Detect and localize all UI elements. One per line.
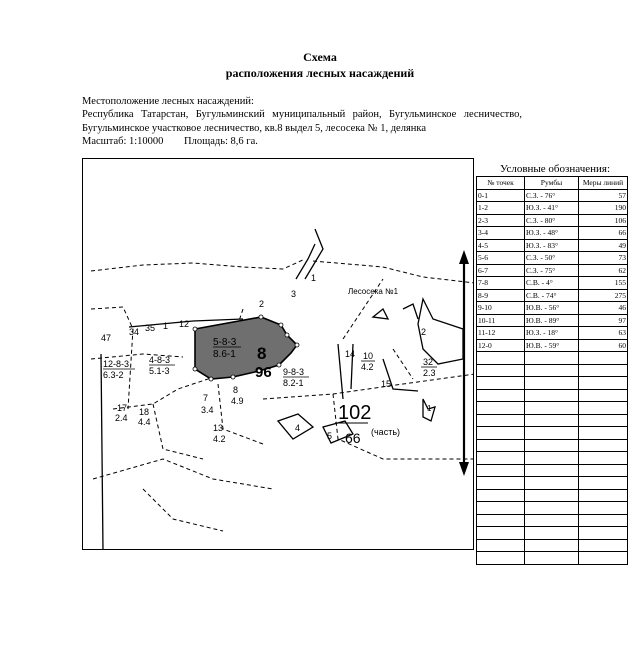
vydel-8-bottom: 4.9 xyxy=(231,396,244,406)
legend-empty-cell xyxy=(525,352,579,365)
quarter-102-bottom: 66 xyxy=(345,430,361,446)
legend-cell-length: 73 xyxy=(579,252,628,265)
forest-map xyxy=(83,159,474,550)
legend-cell-points: 5-6 xyxy=(477,252,525,265)
legend-row xyxy=(477,339,628,352)
legend-empty-row xyxy=(477,364,628,377)
legend-empty-cell xyxy=(579,464,628,477)
legend-empty-cell xyxy=(579,552,628,565)
legend-cell-length: 49 xyxy=(579,239,628,252)
legend-cell-length: 190 xyxy=(579,202,628,215)
legend-row xyxy=(477,327,628,340)
legend-empty-cell xyxy=(525,427,579,440)
legend-empty-cell xyxy=(525,439,579,452)
legend-table xyxy=(476,176,628,565)
vydel-17-bottom: 2.4 xyxy=(115,413,128,423)
legend-empty-row xyxy=(477,539,628,552)
legend-cell-rumb: Ю.В. - 56° xyxy=(525,302,579,315)
legend-empty-cell xyxy=(477,452,525,465)
quarter-102-label: 102 xyxy=(338,402,372,424)
vydel-10-bottom: 4.2 xyxy=(361,362,374,372)
vydel-1-right: 1 xyxy=(427,404,432,413)
legend-cell-length: 155 xyxy=(579,277,628,290)
legend-empty-cell xyxy=(525,414,579,427)
north-arrow-icon xyxy=(458,250,470,476)
legend-empty-row xyxy=(477,452,628,465)
legend-empty-cell xyxy=(525,402,579,415)
legend-body xyxy=(477,189,628,564)
legend-header-rumb: Румбы xyxy=(525,177,579,190)
legend-row xyxy=(477,277,628,290)
legend-empty-row xyxy=(477,352,628,365)
legend-empty-row xyxy=(477,464,628,477)
legend-empty-cell xyxy=(579,489,628,502)
legend-cell-rumb: Ю.З. - 83° xyxy=(525,239,579,252)
legend-cell-points: 7-8 xyxy=(477,277,525,290)
page-subtitle: расположения лесных насаждений xyxy=(225,66,415,80)
quarter-label-top: 8 xyxy=(257,344,267,363)
area-text: Площадь: 8,6 га. xyxy=(184,136,258,147)
legend-empty-row xyxy=(477,427,628,440)
legend-empty-cell xyxy=(579,389,628,402)
legend-cell-rumb: С.В. - 74° xyxy=(525,289,579,302)
legend-empty-cell xyxy=(579,502,628,515)
vydel-4-small: 4 xyxy=(295,423,301,433)
vydel-9-bottom: 8.2-1 xyxy=(283,378,304,388)
vydel-1-top: 1 xyxy=(311,273,317,283)
legend-empty-cell xyxy=(525,452,579,465)
legend-empty-cell xyxy=(525,527,579,540)
vydel-1-left: 1 xyxy=(163,321,169,331)
legend-empty-row xyxy=(477,439,628,452)
legend-cell-length: 46 xyxy=(579,302,628,315)
legend-empty-row xyxy=(477,377,628,390)
legend-empty-row xyxy=(477,552,628,565)
quarter-label-bottom: 96 xyxy=(255,364,272,381)
legend-header-points: № точек xyxy=(477,177,525,190)
legend-empty-cell xyxy=(477,527,525,540)
legend-empty-row xyxy=(477,389,628,402)
map-frame xyxy=(82,158,474,550)
legend-empty-row xyxy=(477,402,628,415)
legend-empty-cell xyxy=(579,364,628,377)
legend-empty-cell xyxy=(525,489,579,502)
legend-cell-points: 10-11 xyxy=(477,314,525,327)
vydel-13-bottom: 4.2 xyxy=(213,434,226,444)
legend-cell-points: 2-3 xyxy=(477,214,525,227)
legend-empty-cell xyxy=(477,439,525,452)
vydel-8-top: 8 xyxy=(233,385,239,395)
legend-empty-cell xyxy=(477,389,525,402)
page-title: Схема xyxy=(303,50,337,64)
scale-text: Масштаб: 1:10000 xyxy=(82,136,164,147)
legend-empty-cell xyxy=(579,414,628,427)
legend-cell-rumb: Ю.З. - 18° xyxy=(525,327,579,340)
legend-empty-cell xyxy=(579,477,628,490)
legend-empty-cell xyxy=(477,414,525,427)
legend-empty-row xyxy=(477,414,628,427)
legend-cell-length: 66 xyxy=(579,227,628,240)
legend-cell-rumb: С.З. - 75° xyxy=(525,264,579,277)
legend-cell-points: 4-5 xyxy=(477,239,525,252)
legend-cell-rumb: Ю.З. - 48° xyxy=(525,227,579,240)
vydel-9-top: 9-8-3 xyxy=(283,367,305,377)
legend-cell-rumb: Ю.В. - 89° xyxy=(525,314,579,327)
vydel-2-right: 2 xyxy=(421,327,427,337)
legend-cell-length: 57 xyxy=(579,189,628,202)
legend-row xyxy=(477,189,628,202)
legend-empty-cell xyxy=(525,477,579,490)
vydel-7-bottom: 3.4 xyxy=(201,405,214,415)
vydel-12-top: 12-8-3 xyxy=(103,359,130,369)
legend-cell-length: 106 xyxy=(579,214,628,227)
legend-empty-cell xyxy=(477,464,525,477)
vydel-32-bottom: 2.3 xyxy=(423,368,436,378)
legend-empty-row xyxy=(477,477,628,490)
legend-empty-cell xyxy=(477,427,525,440)
legend-empty-cell xyxy=(525,539,579,552)
vydel-14: 14 xyxy=(345,349,356,359)
legend-cell-points: 8-9 xyxy=(477,289,525,302)
vydel-7-top: 7 xyxy=(203,393,209,403)
legend-empty-cell xyxy=(477,489,525,502)
map-boundaries xyxy=(91,259,474,531)
vydel-3: 3 xyxy=(291,289,297,299)
legend-empty-cell xyxy=(579,452,628,465)
legend-header-length: Меры линий xyxy=(579,177,628,190)
legend-cell-points: 1-2 xyxy=(477,202,525,215)
vydel-12-bottom: 6.3-2 xyxy=(103,370,124,380)
legend-empty-cell xyxy=(579,377,628,390)
vydel-10-top: 10 xyxy=(363,351,374,361)
legend-empty-cell xyxy=(477,402,525,415)
legend-empty-cell xyxy=(525,502,579,515)
scale-line xyxy=(82,136,276,147)
legend-row xyxy=(477,289,628,302)
legend-row xyxy=(477,227,628,240)
legend-cell-rumb: Ю.В. - 59° xyxy=(525,339,579,352)
legend-row xyxy=(477,264,628,277)
legend-cell-rumb: С.З. - 76° xyxy=(525,189,579,202)
legend-empty-cell xyxy=(579,527,628,540)
legend-cell-points: 6-7 xyxy=(477,264,525,277)
plot-label-top: 5-8-3 xyxy=(213,337,237,348)
vydel-18-top: 18 xyxy=(139,407,150,417)
legend-cell-length: 63 xyxy=(579,327,628,340)
legend-cell-length: 62 xyxy=(579,264,628,277)
legend-title: Условные обозначения: xyxy=(499,163,611,175)
legend-empty-cell xyxy=(579,352,628,365)
vydel-5-small: 5 xyxy=(327,431,333,441)
legend-cell-length: 275 xyxy=(579,289,628,302)
legend-empty-cell xyxy=(525,364,579,377)
legend-row xyxy=(477,239,628,252)
legend-empty-row xyxy=(477,527,628,540)
location-label: Местоположение лесных насаждений: xyxy=(82,96,254,107)
vydel-2: 2 xyxy=(259,299,265,309)
legend-empty-cell xyxy=(579,514,628,527)
legend-row xyxy=(477,202,628,215)
legend-empty-cell xyxy=(525,377,579,390)
legend-cell-rumb: Ю.З. - 41° xyxy=(525,202,579,215)
legend-empty-cell xyxy=(525,389,579,402)
legend-empty-cell xyxy=(525,552,579,565)
vydel-35: 35 xyxy=(145,323,156,333)
legend-empty-cell xyxy=(579,427,628,440)
vydel-34: 34 xyxy=(129,327,140,337)
vydel-32-top: 32 xyxy=(423,357,434,367)
legend-cell-points: 11-12 xyxy=(477,327,525,340)
legend-empty-cell xyxy=(525,514,579,527)
legend-empty-cell xyxy=(477,364,525,377)
legend-row xyxy=(477,302,628,315)
legend-cell-points: 0-1 xyxy=(477,189,525,202)
vydel-13-top: 13 xyxy=(213,423,224,433)
location-text: Республика Татарстан, Бугульминский муниципальный район, Бугульминское лесничество, Бугульминское участковое лесничество, кв.8 выдел 5, лесосека № 1, делянка xyxy=(82,109,522,134)
vydel-47: 47 xyxy=(101,333,112,343)
legend-empty-cell xyxy=(525,464,579,477)
vydel-4-top: 4-8-3 xyxy=(149,355,171,365)
legend-header-row xyxy=(477,177,628,190)
legend-empty-cell xyxy=(477,552,525,565)
legend-empty-cell xyxy=(477,352,525,365)
legend-cell-points: 9-10 xyxy=(477,302,525,315)
plot-label-bottom: 8.6-1 xyxy=(213,349,236,360)
lesoseka-label: Лесосека №1 xyxy=(348,287,399,296)
legend-row xyxy=(477,252,628,265)
legend-row xyxy=(477,314,628,327)
legend-empty-cell xyxy=(477,514,525,527)
legend-cell-points: 12-0 xyxy=(477,339,525,352)
vydel-15: 15 xyxy=(381,379,392,389)
legend-row xyxy=(477,214,628,227)
legend-cell-points: 3-4 xyxy=(477,227,525,240)
legend-cell-rumb: С.З. - 50° xyxy=(525,252,579,265)
legend-empty-row xyxy=(477,489,628,502)
legend-empty-cell xyxy=(579,539,628,552)
vydel-18-bottom: 4.4 xyxy=(138,417,151,427)
legend-empty-cell xyxy=(579,402,628,415)
legend-empty-row xyxy=(477,514,628,527)
legend-cell-length: 97 xyxy=(579,314,628,327)
legend-empty-cell xyxy=(579,439,628,452)
vydel-4-bottom: 5.1-3 xyxy=(149,366,170,376)
legend-empty-row xyxy=(477,502,628,515)
legend-cell-length: 60 xyxy=(579,339,628,352)
quarter-102-part: (часть) xyxy=(371,427,400,437)
vydel-12: 12 xyxy=(179,319,190,329)
legend-empty-cell xyxy=(477,539,525,552)
legend-empty-cell xyxy=(477,377,525,390)
legend-empty-cell xyxy=(477,477,525,490)
legend-cell-rumb: С.З. - 80° xyxy=(525,214,579,227)
vydel-17-top: 17 xyxy=(117,403,128,413)
legend-empty-cell xyxy=(477,502,525,515)
legend-cell-rumb: С.В. - 4° xyxy=(525,277,579,290)
